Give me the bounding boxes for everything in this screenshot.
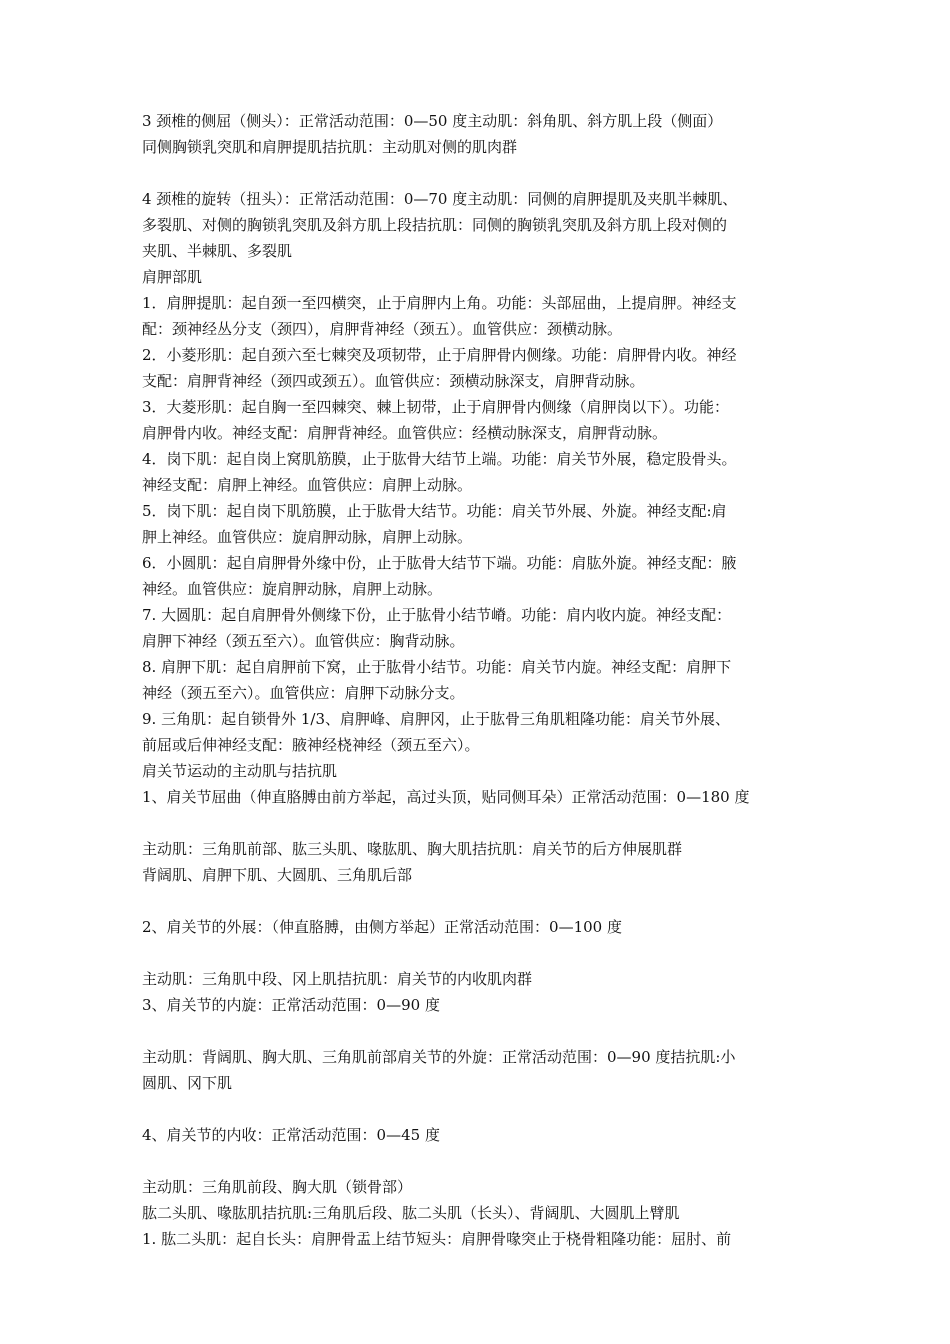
text-line: 配：颈神经丛分支（颈四），肩胛背神经（颈五）。血管供应：颈横动脉。 — [142, 320, 623, 338]
text-line: 8. 肩胛下肌：起自肩胛前下窝，止于肱骨小结节。功能：肩关节内旋。神经支配：肩胛下 — [142, 658, 732, 676]
text-line: 9. 三角肌：起自锁骨外 1/3、肩胛峰、肩胛冈，止于肱骨三角肌粗隆功能：肩关节外展、 — [142, 710, 730, 728]
document-page — [142, 108, 822, 1252]
text-line: 4 颈椎的旋转（扭头）：正常活动范围：0—70 度主动肌：同侧的肩胛提肌及夹肌半棘肌、 — [142, 190, 738, 208]
section-heading: 肩关节运动的主动肌与拮抗肌 — [142, 762, 338, 780]
text-line: 前屈或后伸神经支配：腋神经桡神经（颈五至六）。 — [142, 736, 480, 754]
text-line: 胛上神经。血管供应：旋肩胛动脉，肩胛上动脉。 — [142, 528, 473, 546]
text-line: 肩胛下神经（颈五至六）。血管供应：胸背动脉。 — [142, 632, 465, 650]
text-line: 多裂肌、对侧的胸锁乳突肌及斜方肌上段拮抗肌：同侧的胸锁乳突肌及斜方肌上段对侧的 — [142, 216, 728, 234]
text-line: 主动肌：三角肌中段、冈上肌拮抗肌：肩关节的内收肌肉群 — [142, 970, 533, 988]
text-line: 3、肩关节的内旋：正常活动范围：0—90 度 — [142, 996, 440, 1014]
blank-line — [142, 940, 822, 966]
section-heading: 肩胛部肌 — [142, 268, 203, 286]
text-line: 神经（颈五至六）。血管供应：肩胛下动脉分支。 — [142, 684, 465, 702]
text-line: 主动肌：三角肌前段、胸大肌（锁骨部） — [142, 1178, 413, 1196]
text-line: 1. 肱二头肌：起自长头：肩胛骨盂上结节短头：肩胛骨喙突止于桡骨粗隆功能：屈肘、前 — [142, 1230, 732, 1248]
text-line: 背阔肌、肩胛下肌、大圆肌、三角肌后部 — [142, 866, 413, 884]
text-line: 2．小菱形肌：起自颈六至七棘突及项韧带，止于肩胛骨内侧缘。功能：肩胛骨内收。神经 — [142, 346, 737, 364]
text-line: 同侧胸锁乳突肌和肩胛提肌拮抗肌：主动肌对侧的肌肉群 — [142, 138, 518, 156]
text-line: 主动肌：三角肌前部、肱三头肌、喙肱肌、胸大肌拮抗肌：肩关节的后方伸展肌群 — [142, 840, 683, 858]
text-line: 肱二头肌、喙肱肌拮抗肌:三角肌后段、肱二头肌（长头）、背阔肌、大圆肌上臂肌 — [142, 1204, 680, 1222]
blank-line — [142, 810, 822, 836]
blank-line — [142, 1018, 822, 1044]
text-line: 4．岗下肌：起自岗上窝肌筋膜，止于肱骨大结节上端。功能：肩关节外展，稳定股骨头。 — [142, 450, 737, 468]
blank-line — [142, 888, 822, 914]
text-line: 1、肩关节屈曲（伸直胳膊由前方举起，高过头顶，贴同侧耳朵）正常活动范围：0—180 度 — [142, 788, 750, 806]
text-line: 主动肌：背阔肌、胸大肌、三角肌前部肩关节的外旋：正常活动范围：0—90 度拮抗肌:小 — [142, 1048, 736, 1066]
blank-line — [142, 160, 822, 186]
text-line: 肩胛骨内收。神经支配：肩胛背神经。血管供应：经横动脉深支，肩胛背动脉。 — [142, 424, 668, 442]
text-line: 夹肌、半棘肌、多裂肌 — [142, 242, 293, 260]
text-line: 6．小圆肌：起自肩胛骨外缘中份，止于肱骨大结节下端。功能：肩肱外旋。神经支配：腋 — [142, 554, 737, 572]
text-line: 5．岗下肌：起自岗下肌筋膜，止于肱骨大结节。功能：肩关节外展、外旋。神经支配:肩 — [142, 502, 727, 520]
text-line: 7. 大圆肌：起自肩胛骨外侧缘下份，止于肱骨小结节嵴。功能：肩内收内旋。神经支配： — [142, 606, 732, 624]
text-line: 2、肩关节的外展：（伸直胳膊，由侧方举起）正常活动范围：0—100 度 — [142, 918, 622, 936]
text-line: 3．大菱形肌：起自胸一至四棘突、棘上韧带，止于肩胛骨内侧缘（肩胛岗以下）。功能： — [142, 398, 730, 416]
text-line: 3 颈椎的侧屈（侧头）：正常活动范围：0—50 度主动肌：斜角肌、斜方肌上段（侧面） — [142, 112, 723, 130]
text-line: 神经支配：肩胛上神经。血管供应：肩胛上动脉。 — [142, 476, 473, 494]
text-line: 4、肩关节的内收：正常活动范围：0—45 度 — [142, 1126, 440, 1144]
text-line: 支配：肩胛背神经（颈四或颈五）。血管供应：颈横动脉深支，肩胛背动脉。 — [142, 372, 645, 390]
text-line: 1．肩胛提肌：起自颈一至四横突，止于肩胛内上角。功能：头部屈曲，上提肩胛。神经支 — [142, 294, 737, 312]
text-line: 圆肌、冈下肌 — [142, 1074, 233, 1092]
blank-line — [142, 1148, 822, 1174]
blank-line — [142, 1096, 822, 1122]
text-line: 神经。血管供应：旋肩胛动脉，肩胛上动脉。 — [142, 580, 443, 598]
